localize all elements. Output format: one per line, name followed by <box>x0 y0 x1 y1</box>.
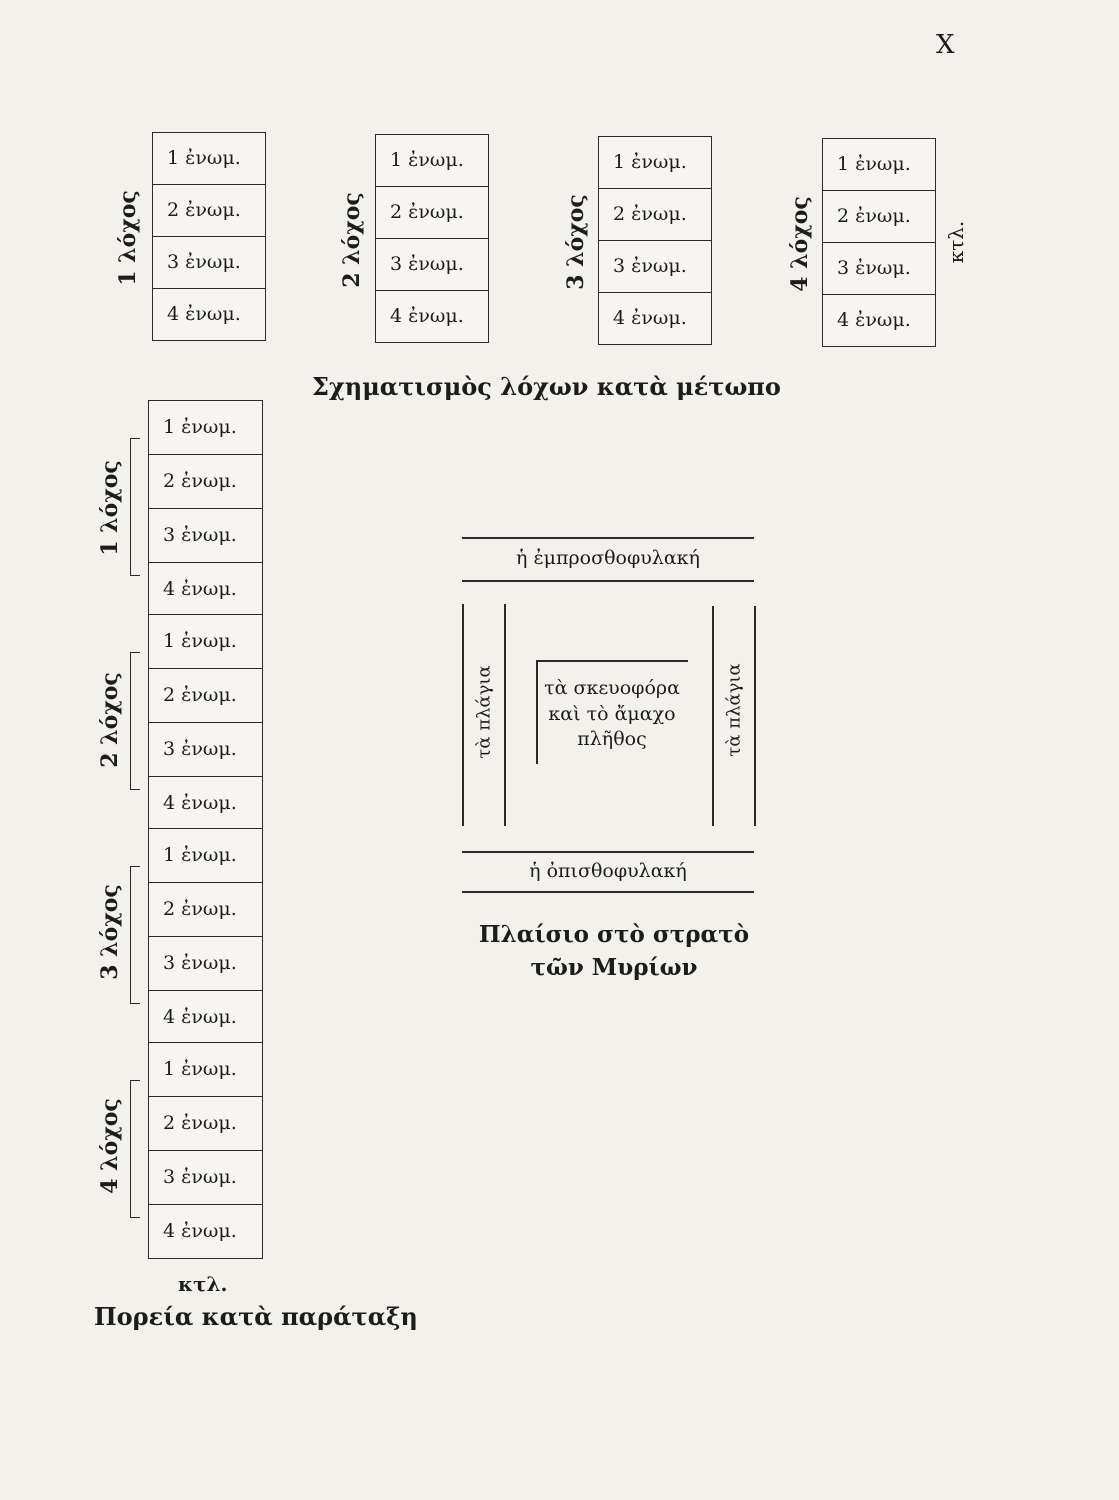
plaisio-caption-line: Πλαίσιο στὸ στρατὸ <box>478 921 750 948</box>
front-lochos-label: 2 λόχος <box>339 192 365 288</box>
front-etc-label: κτλ. <box>944 220 968 264</box>
left-flank-label: τὰ πλάγια <box>473 665 495 759</box>
column-lochos-label: 3 λόχος <box>97 884 123 980</box>
baggage-text-line: πλῆθος <box>577 728 647 751</box>
front-enomotia-cell: 1 ἐνωμ. <box>152 132 266 185</box>
column-lochos-bracket <box>130 652 131 790</box>
column-lochos-bracket <box>130 438 131 576</box>
column-enomotia-cell: 3 ἐνωμ. <box>148 1150 263 1205</box>
rearguard-inner-line <box>462 891 754 893</box>
column-enomotia-cell: 3 ἐνωμ. <box>148 722 263 777</box>
front-formation-caption: Σχηματισμὸς λόχων κατὰ μέτωπο <box>312 372 781 401</box>
left-flank-inner-line <box>504 604 506 826</box>
column-lochos-label: 2 λόχος <box>97 672 123 768</box>
column-enomotia-cell: 1 ἐνωμ. <box>148 828 263 883</box>
column-enomotia-cell: 4 ἐνωμ. <box>148 1204 263 1259</box>
rearguard-outer-line <box>462 851 754 853</box>
front-enomotia-cell: 3 ἐνωμ. <box>375 238 489 291</box>
baggage-text-line: τὰ σκευοφόρα <box>544 677 680 699</box>
baggage-text-line: καὶ τὸ ἄμαχο <box>548 702 676 725</box>
column-enomotia-cell: 3 ἐνωμ. <box>148 936 263 991</box>
left-flank-outer-line <box>462 604 464 826</box>
vanguard-outer-line <box>462 537 754 539</box>
vanguard-inner-line <box>462 580 754 582</box>
column-enomotia-cell: 4 ἐνωμ. <box>148 990 263 1045</box>
column-enomotia-cell: 1 ἐνωμ. <box>148 400 263 455</box>
front-enomotia-cell: 1 ἐνωμ. <box>598 136 712 189</box>
column-enomotia-cell: 1 ἐνωμ. <box>148 614 263 669</box>
front-lochos-label: 4 λόχος <box>787 196 813 292</box>
column-enomotia-cell: 4 ἐνωμ. <box>148 776 263 831</box>
front-enomotia-cell: 2 ἐνωμ. <box>822 190 936 243</box>
front-enomotia-cell: 4 ἐνωμ. <box>375 290 489 343</box>
column-etc-label: κτλ. <box>178 1272 228 1296</box>
front-enomotia-cell: 1 ἐνωμ. <box>822 138 936 191</box>
front-enomotia-cell: 3 ἐνωμ. <box>152 236 266 289</box>
baggage-box-top-line <box>536 660 688 662</box>
front-lochos-label: 3 λόχος <box>563 194 589 290</box>
column-lochos-bracket <box>130 1080 131 1218</box>
page-number: X <box>936 30 955 60</box>
vanguard-label: ἡ ἐμπροσθοφυλακή <box>516 547 700 569</box>
column-enomotia-cell: 2 ἐνωμ. <box>148 1096 263 1151</box>
right-flank-inner-line <box>712 606 714 826</box>
front-enomotia-cell: 1 ἐνωμ. <box>375 134 489 187</box>
front-enomotia-cell: 3 ἐνωμ. <box>598 240 712 293</box>
column-enomotia-cell: 2 ἐνωμ. <box>148 668 263 723</box>
column-enomotia-cell: 4 ἐνωμ. <box>148 562 263 617</box>
column-enomotia-cell: 2 ἐνωμ. <box>148 882 263 937</box>
plaisio-caption-line: τῶν Μυρίων <box>530 954 698 982</box>
right-flank-outer-line <box>754 606 756 826</box>
front-enomotia-cell: 2 ἐνωμ. <box>375 186 489 239</box>
column-enomotia-cell: 2 ἐνωμ. <box>148 454 263 509</box>
front-enomotia-cell: 4 ἐνωμ. <box>598 292 712 345</box>
right-flank-label: τὰ πλάγια <box>723 663 745 757</box>
column-lochos-label: 4 λόχος <box>97 1098 123 1194</box>
column-enomotia-cell: 1 ἐνωμ. <box>148 1042 263 1097</box>
column-formation-caption: Πορεία κατὰ παράταξη <box>94 1302 418 1331</box>
column-lochos-label: 1 λόχος <box>97 460 123 556</box>
front-enomotia-cell: 3 ἐνωμ. <box>822 242 936 295</box>
rearguard-label: ἡ ὀπισθοφυλακή <box>529 860 687 882</box>
baggage-and-noncombatants-text <box>532 676 692 753</box>
front-lochos-label: 1 λόχος <box>115 190 141 286</box>
front-enomotia-cell: 4 ἐνωμ. <box>822 294 936 347</box>
front-enomotia-cell: 4 ἐνωμ. <box>152 288 266 341</box>
plaisio-caption <box>466 918 762 985</box>
front-enomotia-cell: 2 ἐνωμ. <box>598 188 712 241</box>
front-enomotia-cell: 2 ἐνωμ. <box>152 184 266 237</box>
column-lochos-bracket <box>130 866 131 1004</box>
column-enomotia-cell: 3 ἐνωμ. <box>148 508 263 563</box>
